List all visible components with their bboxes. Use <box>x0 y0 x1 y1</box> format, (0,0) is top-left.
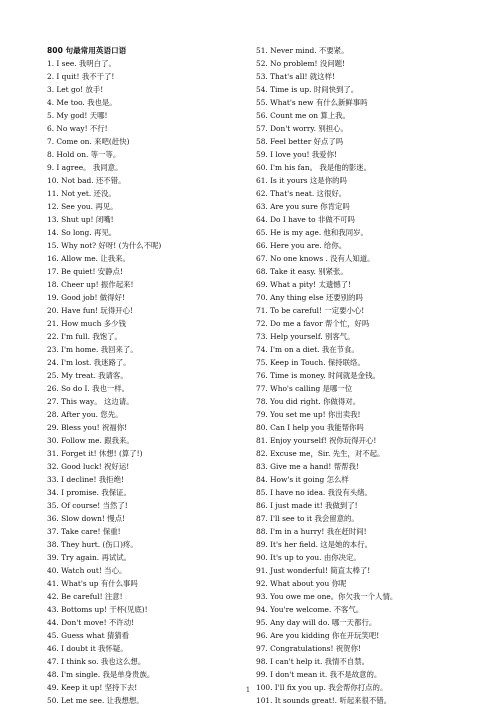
phrase-line: 80. Can I help you 我能帮你吗 <box>256 423 364 432</box>
phrase-line: 49. Keep it up! 坚持下去! <box>47 683 138 692</box>
phrase-line: 61. Is it yours 这是你的吗 <box>256 176 347 185</box>
phrase-line: 28. After you. 您先。 <box>47 410 123 419</box>
phrase-line: 55. What's new 有什么新鲜事吗 <box>256 98 368 107</box>
left-phrase-column <box>47 44 247 707</box>
phrase-line: 47. I think so. 我也这么想。 <box>47 657 146 666</box>
phrase-line: 42. Be careful! 注意! <box>47 592 123 601</box>
phrase-line: 89. It's her field. 这是她的本行。 <box>256 540 373 549</box>
phrase-line: 54. Time is up. 时间快到了。 <box>256 85 359 94</box>
phrase-line: 22. I'm full. 我饱了。 <box>47 332 122 341</box>
phrase-line: 86. I just made it! 我做到了! <box>256 501 358 510</box>
phrase-line: 76. Time is money. 时间就是金钱。 <box>256 371 380 380</box>
phrase-line: 85. I have no idea. 我没有头绪。 <box>256 488 372 497</box>
phrase-line: 19. Good job! 做得好! <box>47 293 125 302</box>
phrase-line: 88. I'm in a hurry! 我在赶时间! <box>256 527 367 536</box>
phrase-line: 7. Come on. 来吧(赶快) <box>47 137 130 146</box>
phrase-line: 18. Cheer up! 振作起来! <box>47 280 134 289</box>
phrase-line: 81. Enjoy yourself! 祝你玩得开心! <box>256 436 377 445</box>
phrase-line: 36. Slow down! 慢点! <box>47 514 125 523</box>
phrase-line: 84. How's it going 怎么样 <box>256 475 349 484</box>
phrase-line: 67. No one knows . 没有人知道。 <box>256 254 375 263</box>
phrase-line: 20. Have fun! 玩得开心! <box>47 306 133 315</box>
phrase-line: 5. My god! 天哪! <box>47 111 108 120</box>
phrase-line: 100. I'll fix you up. 我会帮你打点的。 <box>256 683 388 692</box>
phrase-line: 35. Of course! 当然了! <box>47 501 128 510</box>
phrase-line: 37. Take care! 保重! <box>47 527 121 536</box>
phrase-line: 68. Take it easy. 别紧张。 <box>256 267 348 276</box>
phrase-line: 95. Any day will do. 哪一天都行。 <box>256 618 377 627</box>
phrase-line: 25. My treat. 我请客。 <box>47 371 128 380</box>
phrase-line: 40. Watch out! 当心。 <box>47 566 127 575</box>
phrase-line: 58. Feel better 好点了吗 <box>256 137 344 146</box>
phrase-line: 78. You did right. 你做得对。 <box>256 397 361 406</box>
phrase-line: 48. I'm single. 我是单身贵族。 <box>47 670 155 679</box>
phrase-line: 97. Congratulations! 祝贺你! <box>256 644 361 653</box>
phrase-line: 6. No way! 不行! <box>47 124 108 133</box>
phrase-line: 14. So long. 再见。 <box>47 228 117 237</box>
phrase-line: 77. Who's calling 是哪一位 <box>256 384 353 393</box>
phrase-line: 8. Hold on. 等一等。 <box>47 150 121 159</box>
phrase-line: 92. What about you 你呢 <box>256 579 347 588</box>
phrase-line: 43. Bottoms up! 干杯(见底)! <box>47 605 148 614</box>
phrase-line: 50. Let me see. 让我想想。 <box>47 696 144 705</box>
phrase-line: 65. He is my age. 他和我同岁。 <box>256 228 368 237</box>
phrase-line: 91. Just wonderful! 简直太棒了! <box>256 566 371 575</box>
phrase-line: 41. What's up 有什么事吗 <box>47 579 138 588</box>
phrase-line: 93. You owe me one。你欠我一个人情。 <box>256 592 398 601</box>
phrase-line: 11. Not yet. 还没。 <box>47 189 116 198</box>
phrase-line: 98. I can't help it. 我情不自禁。 <box>256 657 369 666</box>
phrase-line: 53. That's all! 就这样! <box>256 72 335 81</box>
phrase-line: 79. You set me up! 你出卖我! <box>256 410 361 419</box>
phrase-line: 71. To be careful! 一定要小心! <box>256 306 365 315</box>
phrase-line: 90. It's up to you. 由你决定。 <box>256 553 361 562</box>
phrase-line: 26. So do I. 我也一样。 <box>47 384 130 393</box>
phrase-line: 59. I love you! 我爱你! <box>256 150 337 159</box>
phrase-line: 24. I'm lost. 我迷路了。 <box>47 358 131 367</box>
phrase-line: 16. Allow me. 让我来。 <box>47 254 130 263</box>
phrase-line: 12. See you. 再见。 <box>47 202 118 211</box>
phrase-line: 1. I see. 我明白了。 <box>47 59 116 68</box>
phrase-line: 38. They hurt. (伤口)疼。 <box>47 540 138 549</box>
phrase-line: 23. I'm home. 我回来了。 <box>47 345 138 354</box>
phrase-line: 44. Don't move! 不许动! <box>47 618 135 627</box>
phrase-line: 13. Shut up! 闭嘴! <box>47 215 114 224</box>
phrase-line: 70. Any thing else 还要别的吗 <box>256 293 363 302</box>
phrase-line: 82. Excuse me，Sir. 先生，对不起。 <box>256 449 385 458</box>
phrase-line: 72. Do me a favor 帮个忙，好吗 <box>256 319 370 328</box>
phrase-line: 101. It sounds great!. 听起来很不错。 <box>256 696 392 705</box>
phrase-line: 94. You're welcome. 不客气。 <box>256 605 364 614</box>
phrase-line: 51. Never mind. 不要紧。 <box>256 46 349 55</box>
phrase-line: 96. Are you kidding 你在开玩笑吧! <box>256 631 380 640</box>
phrase-line: 46. I doubt it 我怀疑。 <box>47 644 128 653</box>
phrase-line: 57. Don't worry. 别担心。 <box>256 124 348 133</box>
phrase-line: 87. I'll see to it 我会留意的。 <box>256 514 359 523</box>
phrase-line: 66. Here you are. 给你。 <box>256 241 347 250</box>
phrase-line: 27. This way。 这边请。 <box>47 397 134 406</box>
phrase-line: 64. Do I have to 非做不可吗 <box>256 215 355 224</box>
phrase-line: 63. Are you sure 你肯定吗 <box>256 202 350 211</box>
phrase-line: 17. Be quiet! 安静点! <box>47 267 123 276</box>
phrase-line: 29. Bless you! 祝福你! <box>47 423 128 432</box>
phrase-line: 39. Try again. 再试试。 <box>47 553 132 562</box>
phrase-line: 69. What a pity! 太遗憾了! <box>256 280 352 289</box>
phrase-line: 56. Count me on 算上我。 <box>256 111 350 120</box>
phrase-line: 75. Keep in Touch. 保持联络。 <box>256 358 365 367</box>
phrase-line: 34. I promise. 我保证。 <box>47 488 131 497</box>
phrase-line: 73. Help yourself. 别客气。 <box>256 332 355 341</box>
document-title: 800 句最常用英语口语 <box>47 46 127 55</box>
page-number: 1 <box>245 686 251 694</box>
phrase-line: 32. Good luck! 祝好运! <box>47 462 130 471</box>
phrase-line: 2. I quit! 我不干了! <box>47 72 115 81</box>
phrase-line: 21. How much 多少钱 <box>47 319 126 328</box>
phrase-line: 99. I don't mean it. 我不是故意的。 <box>256 670 382 679</box>
phrase-line: 3. Let go! 放手! <box>47 85 104 94</box>
phrase-line: 60. I'm his fan。 我是他的影迷。 <box>256 163 372 172</box>
phrase-line: 62. That's neat. 这很好。 <box>256 189 347 198</box>
phrase-line: 74. I'm on a diet. 我在节食。 <box>256 345 359 354</box>
phrase-line: 4. Me too. 我也是。 <box>47 98 117 107</box>
phrase-line: 10. Not bad. 还不错。 <box>47 176 126 185</box>
phrase-line: 30. Follow me. 跟我来。 <box>47 436 134 445</box>
phrase-line: 31. Forget it! 休想! (算了!) <box>47 449 143 458</box>
phrase-line: 9. I agree。 我同意。 <box>47 163 123 172</box>
right-phrase-column <box>256 44 486 707</box>
phrase-line: 45. Guess what 猜猜看 <box>47 631 130 640</box>
phrase-line: 83. Give me a hand! 帮帮我! <box>256 462 359 471</box>
phrase-line: 52. No problem! 没问题! <box>256 59 346 68</box>
phrase-line: 33. I decline! 我拒绝! <box>47 475 124 484</box>
phrase-line: 15. Why not? 好呀! (为什么不呢) <box>47 241 162 250</box>
